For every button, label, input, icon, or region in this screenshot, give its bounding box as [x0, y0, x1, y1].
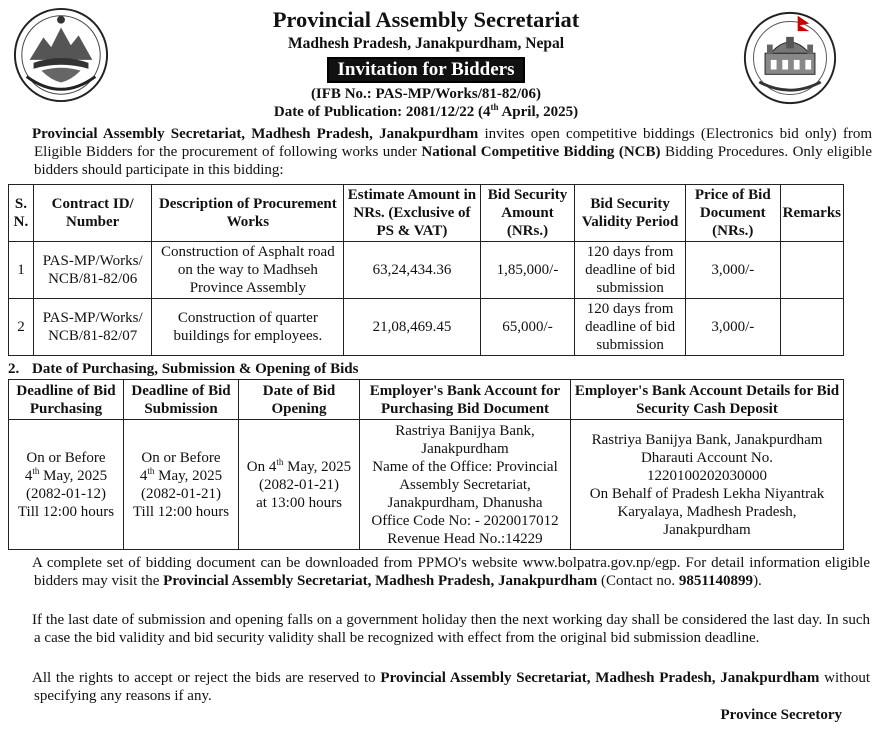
section-5-org: Provincial Assembly Secretariat, Madhesh Pradesh, Janakpurdham: [380, 670, 820, 686]
col-price: Price of Bid Document (NRs.): [685, 185, 780, 242]
section-3-number: [8, 554, 32, 572]
submission-line-1: On or Before: [141, 449, 221, 466]
opening-line-1: On 4th May, 2025: [246, 456, 352, 475]
contact-number: 9851140899: [678, 573, 754, 589]
cell-contract-id: PAS-MP/Works/ NCB/81-82/07: [33, 299, 151, 356]
cell-sn: 2: [9, 299, 34, 356]
deposit-account-line: On Behalf of Pradesh Lekha Niyantrak: [589, 485, 825, 502]
purchase-account-line: Janakpurdham, Dhanusha: [387, 494, 543, 511]
purchasing-line-3: (2082-01-12): [26, 485, 106, 502]
section-1-text-a: invites open competitive biddings (Electronics bid only) from Eligible Bidders for the procurement of following works under: [34, 126, 872, 160]
dates-table-header: [9, 380, 844, 420]
section-1-org: Provincial Assembly Secretariat, Madhesh Pradesh, Janakpurdham: [32, 126, 479, 142]
section-3-text-a: A complete set of bidding document can be downloaded from PPMO's website www.bolpatra.gov.np/egp. For detail information eligible bidders may visit the: [32, 555, 870, 589]
section-3: [8, 554, 870, 590]
invitation-banner: Invitation for Bidders: [327, 57, 524, 84]
col-contract-id: Contract ID/ Number: [33, 185, 151, 242]
cell-contract-id: PAS-MP/Works/ NCB/81-82/06: [33, 242, 151, 299]
section-3-text-c: ).: [753, 573, 762, 589]
opening-line-3: at 13:00 hours: [256, 494, 342, 511]
dates-table: [8, 379, 844, 550]
cell-estimate: 21,08,469.45: [344, 299, 480, 356]
section-1: [8, 125, 872, 179]
col-deadline-purchasing: Deadline of Bid Purchasing: [9, 380, 124, 420]
purchase-account-line: Name of the Office: Provincial: [372, 458, 558, 475]
cell-submission-deadline: [124, 420, 239, 550]
section-2-number: 2.: [8, 361, 20, 377]
col-sn: S. N.: [9, 185, 34, 242]
section-5: [8, 669, 870, 705]
cell-deposit-account: [571, 420, 844, 550]
deposit-account-line: Karyalaya, Madhesh Pradesh,: [617, 503, 797, 520]
section-3-text-b: (Contact no.: [597, 573, 679, 589]
purchasing-line-1: On or Before: [26, 449, 106, 466]
cell-description: Construction of quarter buildings for employees.: [152, 299, 344, 356]
cell-estimate: 63,24,434.36: [344, 242, 480, 299]
cell-remarks: [780, 242, 843, 299]
cell-bid-security: 1,85,000/-: [480, 242, 575, 299]
notice-header: [0, 6, 852, 121]
signature: Province Secretory: [720, 707, 842, 723]
section-1-number: [8, 125, 32, 143]
cell-sn: 1: [9, 242, 34, 299]
works-table: [8, 184, 844, 356]
deposit-account-line: Dharauti Account No.: [640, 449, 774, 466]
deposit-account-line: 1220100202030000: [647, 467, 767, 484]
publication-date: Date of Publication: 2081/12/22 (4th April, 2025): [273, 102, 579, 121]
cell-purchasing-deadline: [9, 420, 124, 550]
section-2-title: Date of Purchasing, Submission & Opening of Bids: [32, 361, 359, 377]
purchasing-line-2: 4th May, 2025: [24, 465, 108, 484]
cell-price: 3,000/-: [685, 242, 780, 299]
section-5-number: [8, 669, 32, 687]
col-deposit-account: Employer's Bank Account Details for Bid Security Cash Deposit: [571, 380, 844, 420]
cell-validity: 120 days from deadline of bid submission: [575, 242, 686, 299]
cell-purchase-account: [360, 420, 571, 550]
purchase-account-line: Janakpurdham: [421, 440, 509, 457]
submission-line-3: (2082-01-21): [141, 485, 221, 502]
table-row: [9, 420, 844, 550]
section-2-heading: [8, 360, 844, 378]
cell-opening-date: [239, 420, 360, 550]
section-5-text-b: without specifying any reasons if any.: [34, 670, 870, 704]
cell-remarks: [780, 299, 843, 356]
col-opening-date: Date of Bid Opening: [239, 380, 360, 420]
col-remarks: Remarks: [780, 185, 843, 242]
opening-line-2: (2082-01-21): [259, 476, 339, 493]
col-description: Description of Procurement Works: [152, 185, 344, 242]
purchase-account-line: Office Code No: - 2020017012: [371, 512, 559, 529]
table-row: [9, 299, 844, 356]
works-table-header: [9, 185, 844, 242]
purchasing-line-4: Till 12:00 hours: [17, 503, 115, 520]
section-4: [8, 611, 870, 647]
table-row: [9, 242, 844, 299]
section-5-text-a: All the rights to accept or reject the bids are reserved to: [32, 670, 381, 686]
section-1-text-b: Bidding Procedures. Only eligible bidders should participate in this bidding:: [34, 144, 872, 178]
col-bid-security: Bid Security Amount (NRs.): [480, 185, 575, 242]
page-subtitle: Madhesh Pradesh, Janakpurdham, Nepal: [287, 35, 565, 52]
col-purchase-account: Employer's Bank Account for Purchasing Bid Document: [360, 380, 571, 420]
col-validity: Bid Security Validity Period: [575, 185, 686, 242]
purchase-account-line: Rastriya Banijya Bank,: [395, 422, 535, 439]
ifb-number: (IFB No.: PAS-MP/Works/81-82/06): [310, 86, 542, 103]
cell-bid-security: 65,000/-: [480, 299, 575, 356]
cell-description: Construction of Asphalt road on the way to Madhseh Province Assembly: [152, 242, 344, 299]
purchase-account-line: Assembly Secretariat,: [399, 476, 531, 493]
col-estimate: Estimate Amount in NRs. (Exclusive of PS & VAT): [344, 185, 480, 242]
section-4-text: If the last date of submission and opening falls on a government holiday then the next working day shall be considered the last day. In such a case the bid validity and bid security validity shall be recognized with effect from the original bid submission deadline.: [32, 612, 870, 646]
submission-line-2: 4th May, 2025: [139, 465, 223, 484]
section-1-ncb: National Competitive Bidding (NCB): [421, 144, 661, 160]
deposit-account-line: Rastriya Banijya Bank, Janakpurdham: [591, 431, 823, 448]
cell-validity: 120 days from deadline of bid submission: [575, 299, 686, 356]
section-3-org: Provincial Assembly Secretariat, Madhesh Pradesh, Janakpurdham: [163, 573, 598, 589]
page-title: Provincial Assembly Secretariat: [272, 7, 580, 32]
col-deadline-submission: Deadline of Bid Submission: [124, 380, 239, 420]
section-4-number: [8, 611, 32, 629]
submission-line-4: Till 12:00 hours: [132, 503, 230, 520]
purchase-account-line: Revenue Head No.:14229: [387, 530, 543, 547]
deposit-account-line: Janakpurdham: [663, 521, 751, 538]
cell-price: 3,000/-: [685, 299, 780, 356]
